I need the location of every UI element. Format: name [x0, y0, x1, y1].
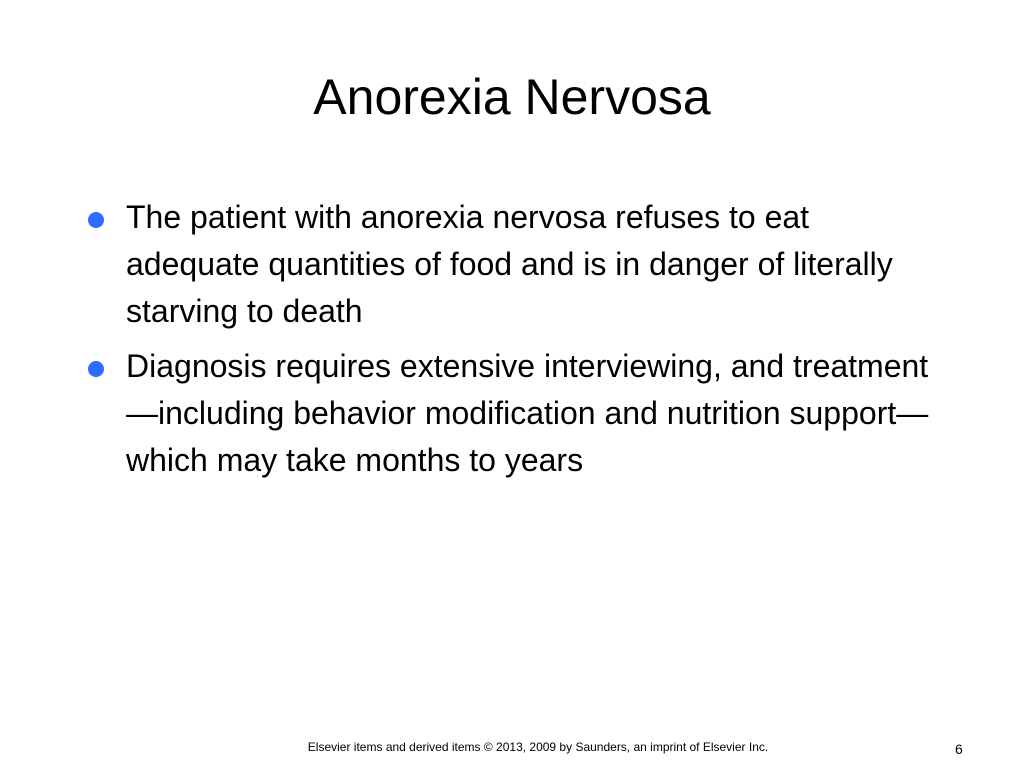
bullet-item	[88, 343, 938, 484]
bullet-dot-icon	[88, 212, 104, 228]
bullet-list	[88, 194, 938, 492]
page-number: 6	[955, 741, 963, 757]
slide-title: Anorexia Nervosa	[313, 69, 711, 125]
bullet-dot-icon	[88, 361, 104, 377]
bullet-item	[88, 194, 938, 335]
bullet-text: The patient with anorexia nervosa refuses to eat adequate quantities of food and is in danger of literally starving to death	[126, 199, 893, 329]
bullet-text: Diagnosis requires extensive interviewing, and treatment—including behavior modification and nutrition support—which may take months to years	[126, 348, 929, 478]
footer-credit: Elsevier items and derived items © 2013, 2009 by Saunders, an imprint of Elsevier Inc.	[307, 740, 769, 754]
